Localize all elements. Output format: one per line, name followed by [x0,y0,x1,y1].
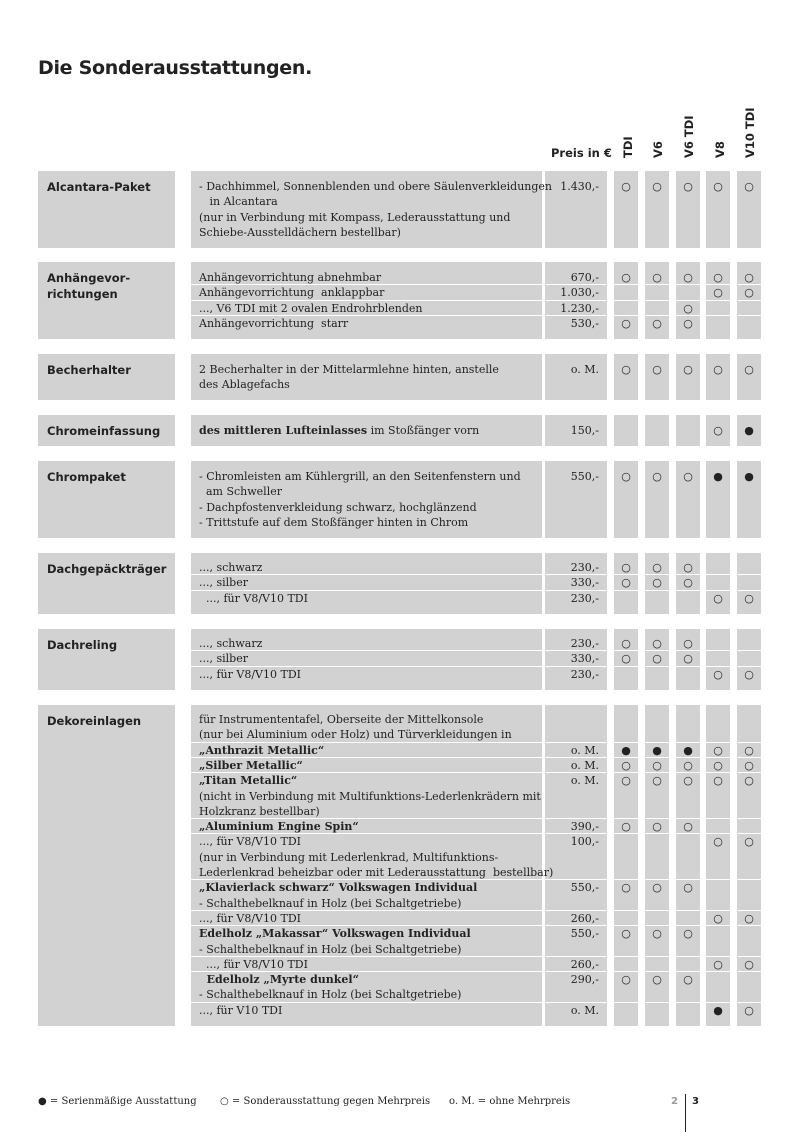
optional-equipment-mark: ○ [713,835,723,849]
option-price: o. M. [570,758,599,772]
standard-equipment-mark: ● [744,470,754,483]
optional-equipment-mark: ○ [713,591,723,605]
optional-equipment-mark: ○ [744,743,754,757]
option-description: ..., für V8/V10 TDI [199,667,301,681]
optional-equipment-mark: ○ [744,1003,754,1017]
page-number-divider [685,1094,686,1132]
optional-equipment-mark: ○ [713,271,723,284]
optional-equipment-mark: ○ [744,774,754,788]
option-description: ..., für V8/V10 TDI [199,591,308,605]
category-label: Becherhalter [47,363,131,377]
row-separator [614,666,638,667]
row-separator [737,574,761,575]
page-number-right: 3 [692,1096,699,1107]
option-description: Lederlenkrad beheizbar oder mit Lederausstattung bestellbar) [199,866,554,879]
option-description: Holzkranz bestellbar) [199,804,320,818]
option-description: des Ablagefachs [199,378,290,392]
engine-cell-4 [737,354,761,400]
optional-equipment-mark: ○ [744,911,754,925]
option-description: (nur in Verbindung mit Lederlenkrad, Multifunktions- [199,850,499,864]
row-separator [614,1002,638,1003]
option-price: 290,- [570,973,599,987]
option-price: 550,- [570,881,599,895]
optional-equipment-mark: ○ [683,470,693,483]
optional-equipment-mark: ○ [652,316,662,330]
row-separator [645,666,669,667]
option-description: ..., für V8/V10 TDI [199,957,308,971]
option-description: Edelholz „Makassar“ Volkswagen Individual [199,927,471,941]
engine-cell-2 [676,354,700,400]
optional-equipment-mark: ○ [621,576,631,590]
optional-equipment-mark: ○ [744,180,754,193]
page-number-left: 2 [671,1096,678,1107]
row-separator [645,910,669,911]
option-description: des mittleren Lufteinlasses im Stoßfänger vorn [199,424,480,437]
engine-header-v6-tdi: V6 TDI [682,115,696,158]
option-price: 230,- [570,591,599,605]
option-price: 390,- [570,820,599,834]
row-separator [676,590,700,591]
optional-equipment-mark: ○ [652,561,662,574]
row-separator [614,956,638,957]
option-description: Schiebe-Ausstelldächern bestellbar) [199,225,401,239]
option-description: „Aluminium Engine Spin“ [199,820,359,834]
optional-equipment-mark: ○ [683,881,693,895]
optional-equipment-mark: ○ [652,271,662,284]
optional-equipment-mark: ○ [621,470,631,483]
optional-equipment-mark: ○ [713,957,723,971]
optional-equipment-mark: ○ [621,973,631,987]
price-cell [545,354,607,400]
option-price: 1.230,- [560,301,599,315]
option-price: 530,- [570,316,599,330]
optional-equipment-mark: ○ [683,927,693,941]
optional-equipment-mark: ○ [621,637,631,650]
optional-equipment-mark: ○ [621,363,631,376]
standard-equipment-mark: ● [713,470,723,483]
category-label: Anhängevor- richtungen [47,271,131,301]
option-description: in Alcantara [199,195,278,209]
row-separator [706,574,730,575]
optional-equipment-mark: ○ [621,271,631,284]
option-price: 330,- [570,652,599,666]
optional-equipment-mark: ○ [713,758,723,772]
option-description: - Dachpfostenverkleidung schwarz, hochglänzend [199,500,477,514]
optional-equipment-mark: ○ [713,363,723,376]
optional-equipment-mark: ○ [683,316,693,330]
page-title: Die Sonderausstattungen. [38,57,313,79]
option-description: - Trittstufe auf dem Stoßfänger hinten in Chrom [199,515,469,529]
engine-cell-0 [614,415,638,446]
option-price: 230,- [570,637,599,650]
row-separator [614,300,638,301]
standard-equipment-mark: ● [683,743,693,757]
option-description: Edelholz „Myrte dunkel“ [199,973,359,987]
option-description: Anhängevorrichtung abnehmbar [199,271,382,284]
optional-equipment-mark: ○ [713,743,723,757]
optional-equipment-mark: ○ [621,316,631,330]
engine-cell-1 [645,415,669,446]
option-price: o. M. [570,743,599,757]
option-description: ..., für V8/V10 TDI [199,911,301,925]
optional-equipment-mark: ○ [621,652,631,666]
option-description: Anhängevorrichtung starr [199,316,349,330]
option-description: - Schalthebelknauf in Holz (bei Schaltgetriebe) [199,988,462,1002]
price-column-header: Preis in € [551,146,612,160]
row-separator [645,956,669,957]
category-label: Dachreling [47,638,118,652]
optional-equipment-mark: ○ [621,758,631,772]
row-separator [706,315,730,316]
optional-equipment-mark: ○ [683,561,693,574]
optional-equipment-mark: ○ [744,835,754,849]
optional-equipment-mark: ○ [713,667,723,681]
category-label: Alcantara-Paket [47,180,151,194]
standard-equipment-mark: ● [744,424,754,437]
optional-equipment-mark: ○ [621,774,631,788]
engine-header-v8: V8 [713,141,727,158]
optional-equipment-mark: ○ [652,576,662,590]
engine-header-v6: V6 [651,141,665,158]
optional-equipment-mark: ○ [683,973,693,987]
optional-equipment-mark: ○ [744,286,754,300]
optional-equipment-mark: ○ [683,637,693,650]
engine-cell-3 [706,354,730,400]
row-separator [706,971,730,972]
option-description: (nicht in Verbindung mit Multifunktions-Lederlenkrädern mit [199,789,541,803]
option-price: 550,- [570,927,599,941]
option-price: o. M. [570,774,599,788]
option-price: 260,- [570,957,599,971]
optional-equipment-mark: ○ [683,758,693,772]
optional-equipment-mark: ○ [621,180,631,193]
legend-no-charge: o. M. = ohne Mehrpreis [449,1096,571,1107]
option-price: 1.430,- [560,180,599,193]
option-description: für Instrumententafel, Oberseite der Mittelkonsole [199,713,484,726]
optional-equipment-mark: ○ [683,301,693,315]
engine-header-v10-tdi: V10 TDI [743,107,757,158]
optional-equipment-mark: ○ [683,820,693,834]
option-description: am Schweller [199,485,282,499]
optional-equipment-mark: ○ [652,927,662,941]
option-price: 550,- [570,470,599,483]
row-separator [645,300,669,301]
row-separator [706,650,730,651]
optional-equipment-mark: ○ [683,576,693,590]
row-separator [676,284,700,285]
row-separator [706,300,730,301]
row-separator [614,910,638,911]
legend-standard: ● = Serienmäßige Ausstattung [38,1096,197,1107]
optional-equipment-mark: ○ [621,881,631,895]
row-separator [737,315,761,316]
option-price: 260,- [570,911,599,925]
row-separator [614,284,638,285]
category-label: Chromeinfassung [47,424,161,438]
optional-equipment-mark: ○ [621,927,631,941]
optional-equipment-mark: ○ [744,363,754,376]
optional-equipment-mark: ○ [713,911,723,925]
optional-equipment-mark: ○ [713,424,723,437]
option-description: ..., V6 TDI mit 2 ovalen Endrohrblenden [199,301,423,315]
optional-equipment-mark: ○ [683,774,693,788]
engine-header-tdi: TDI [621,136,635,158]
option-description: „Anthrazit Metallic“ [199,743,325,757]
option-price: 330,- [570,576,599,590]
optional-equipment-mark: ○ [683,652,693,666]
option-description: ..., für V8/V10 TDI [199,835,301,849]
optional-equipment-mark: ○ [652,637,662,650]
optional-equipment-mark: ○ [744,591,754,605]
category-label: Dachgepäckträger [47,562,167,576]
row-separator [614,833,638,834]
row-separator [645,833,669,834]
optional-equipment-mark: ○ [652,881,662,895]
row-separator [737,818,761,819]
option-description: ..., silber [199,576,248,590]
row-separator [676,910,700,911]
option-description: 2 Becherhalter in der Mittelarmlehne hinten, anstelle [199,363,499,376]
category-cell [38,705,175,1026]
engine-cell-0 [614,354,638,400]
row-separator [706,818,730,819]
option-price: o. M. [570,363,599,376]
row-separator [737,879,761,880]
row-separator [676,666,700,667]
optional-equipment-mark: ○ [744,957,754,971]
standard-equipment-mark: ● [713,1003,723,1017]
optional-equipment-mark: ○ [652,973,662,987]
optional-equipment-mark: ○ [683,271,693,284]
optional-equipment-mark: ○ [713,286,723,300]
optional-equipment-mark: ○ [621,820,631,834]
standard-equipment-mark: ● [652,743,662,757]
option-description: ..., schwarz [199,637,263,650]
optional-equipment-mark: ○ [621,561,631,574]
option-price: 230,- [570,561,599,574]
option-description: „Titan Metallic“ [199,774,298,788]
row-separator [737,971,761,972]
row-separator [706,879,730,880]
option-description: - Chromleisten am Kühlergrill, an den Seitenfenstern und [199,470,521,483]
row-separator [645,1002,669,1003]
option-description: „Klavierlack schwarz“ Volkswagen Individual [199,881,478,895]
option-price: o. M. [570,1003,599,1017]
optional-equipment-mark: ○ [652,758,662,772]
optional-equipment-mark: ○ [713,180,723,193]
engine-cell-1 [645,354,669,400]
row-separator [645,590,669,591]
option-description: ..., für V10 TDI [199,1003,283,1017]
option-price: 670,- [570,271,599,284]
standard-equipment-mark: ● [621,743,631,757]
optional-equipment-mark: ○ [683,363,693,376]
optional-equipment-mark: ○ [652,470,662,483]
row-separator [706,925,730,926]
optional-equipment-mark: ○ [744,667,754,681]
option-description: (nur in Verbindung mit Kompass, Lederausstattung und [199,210,511,224]
engine-cell-2 [676,415,700,446]
category-label: Dekoreinlagen [47,714,142,728]
optional-equipment-mark: ○ [744,271,754,284]
optional-equipment-mark: ○ [652,652,662,666]
legend-option: ○ = Sonderausstattung gegen Mehrpreis [220,1096,431,1107]
option-description: ..., silber [199,652,248,666]
option-description: Anhängevorrichtung anklappbar [199,286,385,300]
option-description: - Dachhimmel, Sonnenblenden und obere Säulenverkleidungen [199,180,553,193]
row-separator [676,956,700,957]
optional-equipment-mark: ○ [683,180,693,193]
optional-equipment-mark: ○ [652,363,662,376]
emphasis-text: des mittleren Lufteinlasses [199,424,368,437]
row-separator [614,590,638,591]
row-separator [676,1002,700,1003]
option-price: 1.030,- [560,286,599,300]
optional-equipment-mark: ○ [652,820,662,834]
option-price: 230,- [570,667,599,681]
row-separator [676,833,700,834]
row-separator [645,284,669,285]
row-separator [737,650,761,651]
option-price: 100,- [570,835,599,849]
option-description: - Schalthebelknauf in Holz (bei Schaltgetriebe) [199,942,462,956]
option-description: „Silber Metallic“ [199,758,303,772]
option-description: - Schalthebelknauf in Holz (bei Schaltgetriebe) [199,896,462,910]
optional-equipment-mark: ○ [713,774,723,788]
row-separator [737,300,761,301]
optional-equipment-mark: ○ [652,774,662,788]
row-separator [737,925,761,926]
option-price: 150,- [570,424,599,437]
category-label: Chrompaket [47,470,126,484]
optional-equipment-mark: ○ [652,180,662,193]
option-description: (nur bei Aluminium oder Holz) und Türverkleidungen in [199,728,512,742]
optional-equipment-mark: ○ [744,758,754,772]
option-description: ..., schwarz [199,561,263,574]
